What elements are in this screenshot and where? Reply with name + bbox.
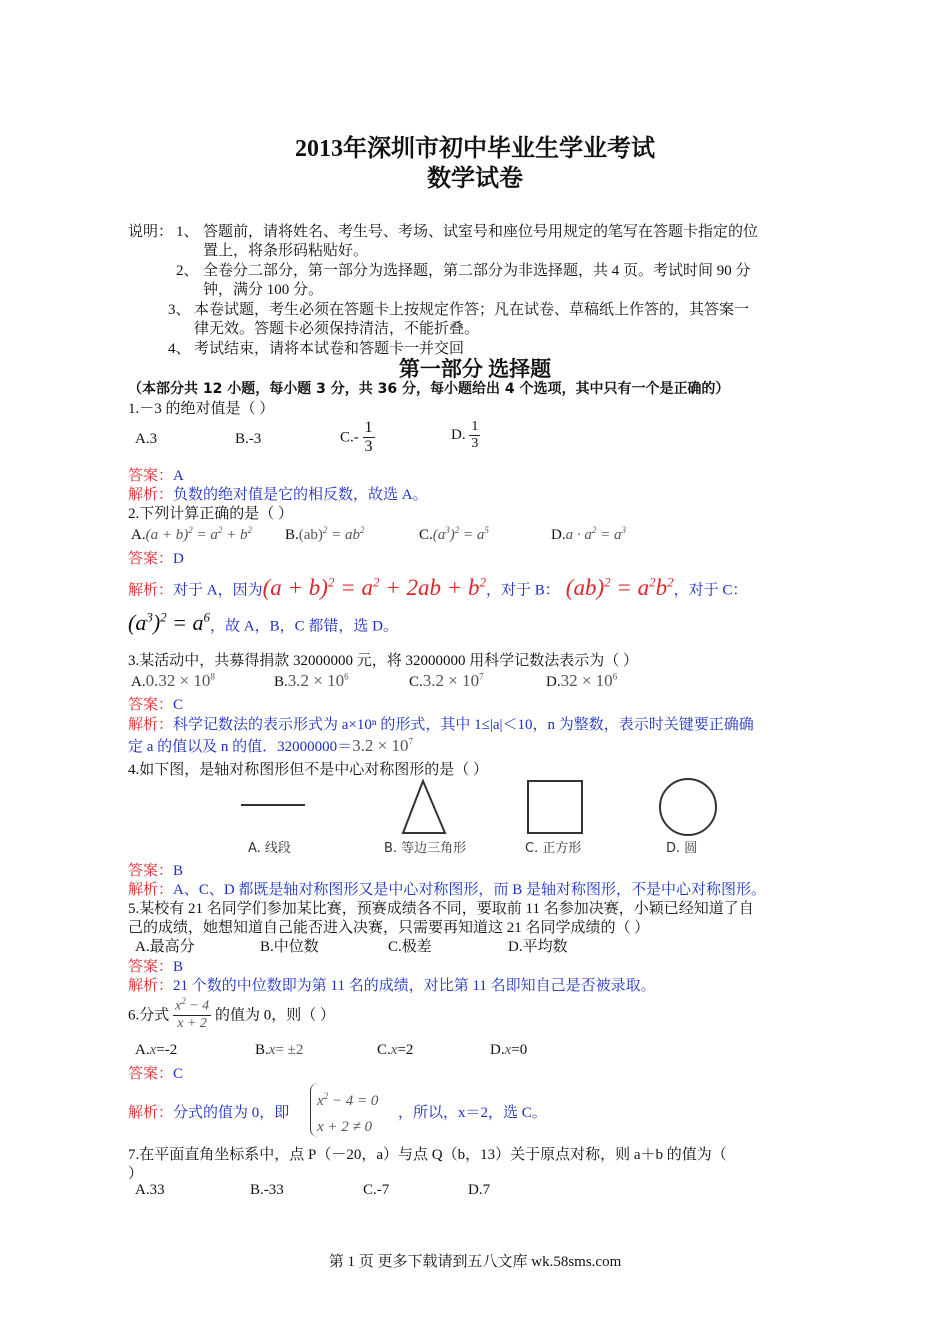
- q2-option-b: [285, 525, 365, 544]
- instruction-1-line2: 置上，将条形码粘贴好。: [203, 243, 369, 259]
- q7-stem-line1: 7.在平面直角坐标系中，点 P（－20，a）与点 Q（b，13）关于原点对称，则 a＋b 的值为（: [128, 1147, 727, 1163]
- q4-analysis-label: 解析：: [128, 882, 174, 898]
- q6-option-c-var: x: [390, 1042, 398, 1058]
- q6-option-c-value: =2: [397, 1042, 414, 1058]
- q3-stem: 3.某活动中，共募得捐款 32000000 元，将 32000000 用科学记数法表示为（ ）: [128, 653, 639, 669]
- q2-answer: [128, 547, 184, 568]
- instruction-2-line2: 钟，满分 100 分。: [203, 282, 324, 298]
- instruction-2-num: 2、: [176, 263, 199, 279]
- q6-fraction: [173, 996, 211, 1032]
- q2-option-a-label: A.: [131, 527, 146, 543]
- q3-analysis-line2: 定 a 的值以及 n 的值．32000000＝: [128, 739, 353, 755]
- exam-subtitle: 数学试卷: [427, 166, 523, 192]
- q4-stem: 4.如下图，是轴对称图形但不是中心对称图形的是（ ）: [128, 762, 489, 778]
- instruction-2-line1: 全卷分二部分，第一部分为选择题，第二部分为非选择题，共 4 页。考试时间 90 分: [203, 263, 751, 279]
- q6-fraction-denominator: x + 2: [177, 1015, 207, 1031]
- q3-option-a: [131, 671, 215, 691]
- q2-analysis-cont: [128, 610, 398, 636]
- q1-option-c-label: C.-: [340, 429, 359, 446]
- q5-answer: [128, 955, 183, 976]
- q1-answer: [128, 464, 184, 485]
- q3-analysis: [128, 713, 754, 734]
- q3-analysis-label: 解析：: [128, 717, 174, 733]
- q3-analysis-cont: [128, 735, 413, 756]
- q3-option-c-expr: $3.2 \times 10^7$: [422, 671, 484, 690]
- q5-option-b: B.中位数: [260, 939, 319, 955]
- q4-analysis-text: A、C、D 都既是轴对称图形又是中心对称图形，而 B 是轴对称图形，不是中心对称图形。: [173, 882, 766, 898]
- q3-answer-label: 答案：: [128, 697, 174, 713]
- q2-option-b-label: B.: [285, 527, 299, 543]
- q6-system-eq1: $x^2 - 4 = 0$: [317, 1091, 379, 1109]
- q6-stem-post: 的值为 0，则（ ）: [214, 1007, 335, 1024]
- q2-analysis-part4: ，故 A，B，C 都错，选 D。: [210, 618, 398, 635]
- triangle-figure: [403, 781, 445, 833]
- q3-option-d-expr: $32 \times 10^6$: [560, 671, 618, 690]
- q3-option-a-expr: $0.32 \times 10^8$: [145, 671, 215, 690]
- q3-option-a-label: A.: [131, 674, 146, 690]
- q3-answer-value: C: [173, 697, 184, 713]
- q1-analysis-label: 解析：: [128, 487, 174, 503]
- instruction-1-line1: 答题前，请将姓名、考生号、考场、试室号和座位号用规定的笔写在答题卡指定的位: [203, 224, 759, 240]
- q1-answer-value: A: [173, 468, 184, 484]
- q1-c-denominator: 3: [364, 438, 373, 456]
- part1-note: （本部分共 12 小题，每小题 3 分，共 36 分，每小题给出 4 个选项，其中只有一个是正确的）: [128, 381, 730, 397]
- q2-option-d-expr: $a \cdot a^2 = a^3$: [565, 525, 626, 543]
- q5-option-a: A.最高分: [135, 939, 195, 955]
- q5-option-c: C.极差: [388, 939, 432, 955]
- q6-option-c: [377, 1042, 413, 1059]
- q6-stem-pre: 6.分式: [128, 1007, 170, 1024]
- part1-title: 第一部分 选择题: [398, 357, 552, 381]
- q2-analysis: [128, 574, 747, 601]
- q6-option-a-var: x: [149, 1042, 157, 1058]
- q4-figure-d-label: D. 圆: [666, 841, 698, 856]
- q4-answer-label: 答案：: [128, 863, 174, 879]
- q2-option-b-expr: $(ab)^2 = ab^2$: [298, 525, 365, 543]
- q6-system-eq2: x + 2 ≠ 0: [317, 1119, 373, 1135]
- q6-option-b: [255, 1042, 303, 1059]
- q3-option-b-expr: $3.2 \times 10^6$: [287, 671, 349, 690]
- q5-answer-label: 答案：: [128, 959, 174, 975]
- q2-option-d: [551, 525, 626, 544]
- q2-option-a: [131, 525, 252, 544]
- q1-analysis: [128, 483, 428, 504]
- q1-option-c: [340, 419, 375, 457]
- square-figure: [528, 781, 582, 833]
- instruction-4-num: 4、: [168, 341, 191, 357]
- q2-analysis-formula-c: $(a^3)^2 = a^6$: [128, 610, 211, 636]
- q4-answer-value: B: [173, 863, 184, 879]
- instruction-3-num: 3、: [168, 302, 191, 318]
- q6-answer: [128, 1062, 183, 1083]
- q7-option-b: B.-33: [250, 1182, 284, 1198]
- q6-option-a-label: A.: [135, 1042, 150, 1058]
- q1-option-a: A.3: [135, 431, 158, 447]
- q1-d-numerator: 1: [469, 419, 480, 436]
- q6-option-a: [135, 1042, 177, 1059]
- q2-option-c-expr: $(a^3)^2 = a^5$: [432, 525, 489, 543]
- q1-option-d: [451, 419, 480, 452]
- q6-stem: [128, 996, 335, 1032]
- q6-answer-value: C: [173, 1066, 184, 1082]
- q2-analysis-formula-b: $(ab)^2 = a^2b^2$: [565, 574, 674, 600]
- q6-option-a-value: =-2: [156, 1042, 178, 1058]
- q6-option-b-label: B.: [255, 1042, 269, 1058]
- q6-system: [310, 1083, 378, 1137]
- q6-analysis-label: 解析：: [128, 1105, 174, 1121]
- q7-stem-line2: ）: [128, 1166, 144, 1182]
- q5-analysis: [128, 974, 656, 995]
- q7-option-a: A.33: [135, 1182, 165, 1198]
- q6-option-d-var: x: [504, 1042, 512, 1058]
- q6-fraction-numerator: $x^2 - 4$: [173, 996, 211, 1016]
- q2-option-c-label: C.: [419, 527, 433, 543]
- q6-option-c-label: C.: [377, 1042, 391, 1058]
- q1-option-d-label: D.: [451, 427, 466, 444]
- q1-c-numerator: 1: [363, 419, 375, 438]
- q6-analysis-pre: 分式的值为 0，即: [173, 1105, 290, 1121]
- instruction-4-line1: 考试结束，请将本试卷和答题卡一并交回: [194, 341, 465, 357]
- q1-option-c-fraction: [363, 419, 375, 457]
- q2-analysis-part3: ，对于 C：: [673, 582, 748, 599]
- q1-option-d-fraction: [469, 419, 480, 452]
- q4-analysis: [128, 878, 766, 899]
- q5-analysis-label: 解析：: [128, 978, 174, 994]
- instruction-3-line1: 本卷试题，考生必须在答题卡上按规定作答；凡在试卷、草稿纸上作答的，其答案一: [194, 302, 750, 318]
- q4-figure-b-label: B. 等边三角形: [384, 841, 467, 856]
- instruction-3-line2: 律无效。答题卡必须保持清洁，不能折叠。: [194, 321, 480, 337]
- q6-option-d-label: D.: [490, 1042, 505, 1058]
- circle-figure: [660, 779, 716, 835]
- instructions-lead: 说明：: [128, 224, 174, 240]
- q3-answer: [128, 693, 183, 714]
- q1-answer-label: 答案：: [128, 468, 174, 484]
- q2-analysis-label: 解析：: [128, 582, 174, 599]
- q1-stem: 1.－3 的绝对值是（ ）: [128, 401, 275, 417]
- q4-answer: [128, 859, 183, 880]
- q3-analysis-line1: 科学记数法的表示形式为 a×10ⁿ 的形式，其中 1≤|a|＜10，n 为整数，表示时关键要正确确: [173, 717, 754, 733]
- q1-option-b: B.-3: [235, 431, 262, 447]
- q6-option-b-var: x: [268, 1042, 276, 1058]
- q3-option-b-label: B.: [274, 674, 288, 690]
- q6-option-d-value: =0: [511, 1042, 528, 1058]
- exam-title: 2013年深圳市初中毕业生学业考试: [295, 136, 655, 162]
- q2-analysis-formula-a: $(a + b)^2 = a^2 + 2ab + b^2$: [262, 574, 487, 600]
- q3-option-c-label: C.: [409, 674, 423, 690]
- q1-d-denominator: 3: [471, 436, 479, 452]
- q3-option-d-label: D.: [546, 674, 561, 690]
- q5-option-d: D.平均数: [508, 939, 568, 955]
- q2-stem: 2.下列计算正确的是（ ）: [128, 506, 294, 522]
- q3-option-c: [409, 671, 484, 691]
- q5-stem-line1: 5.某校有 21 名同学们参加某比赛，预赛成绩各不同，要取前 11 名参加决赛，小颖已经知道了自: [128, 901, 754, 917]
- page-footer: 第 1 页 更多下载请到五八文库 wk.58sms.com: [328, 1254, 622, 1270]
- q6-answer-label: 答案：: [128, 1066, 174, 1082]
- q2-analysis-part2: ，对于 B：: [486, 582, 560, 599]
- q5-analysis-text: 21 个数的中位数即为第 11 名的成绩，对比第 11 名即知自己是否被录取。: [173, 978, 656, 994]
- q6-analysis-post: ，所以，x＝2，选 C。: [398, 1105, 547, 1121]
- q3-analysis-expr: $3.2 \times 10^7$: [352, 736, 414, 755]
- q6-analysis: [128, 1101, 289, 1122]
- q7-option-c: C.-7: [363, 1182, 390, 1198]
- q2-option-d-label: D.: [551, 527, 566, 543]
- q2-answer-value: D: [173, 551, 184, 567]
- instruction-1-num: 1、: [176, 224, 199, 240]
- q5-stem-line2: 己的成绩，她想知道自己能否进入决赛，只需要再知道这 21 名同学成绩的（ ）: [128, 920, 650, 936]
- q7-option-d: D.7: [468, 1182, 491, 1198]
- q2-option-a-expr: $(a + b)^2 = a^2 + b^2$: [145, 525, 252, 543]
- q6-option-d: [490, 1042, 527, 1059]
- q2-analysis-part1: 对于 A，因为: [173, 582, 263, 599]
- q1-analysis-text: 负数的绝对值是它的相反数，故选 A。: [173, 487, 428, 503]
- q2-answer-label: 答案：: [128, 551, 174, 567]
- q3-option-d: [546, 671, 617, 691]
- q4-figures: [225, 775, 725, 860]
- q5-answer-value: B: [173, 959, 184, 975]
- q4-figure-c-label: C. 正方形: [525, 841, 582, 856]
- q2-option-c: [419, 525, 489, 544]
- q3-option-b: [274, 671, 349, 691]
- q6-option-b-value: = ±2: [275, 1042, 304, 1058]
- q4-figure-a-label: A. 线段: [248, 841, 291, 856]
